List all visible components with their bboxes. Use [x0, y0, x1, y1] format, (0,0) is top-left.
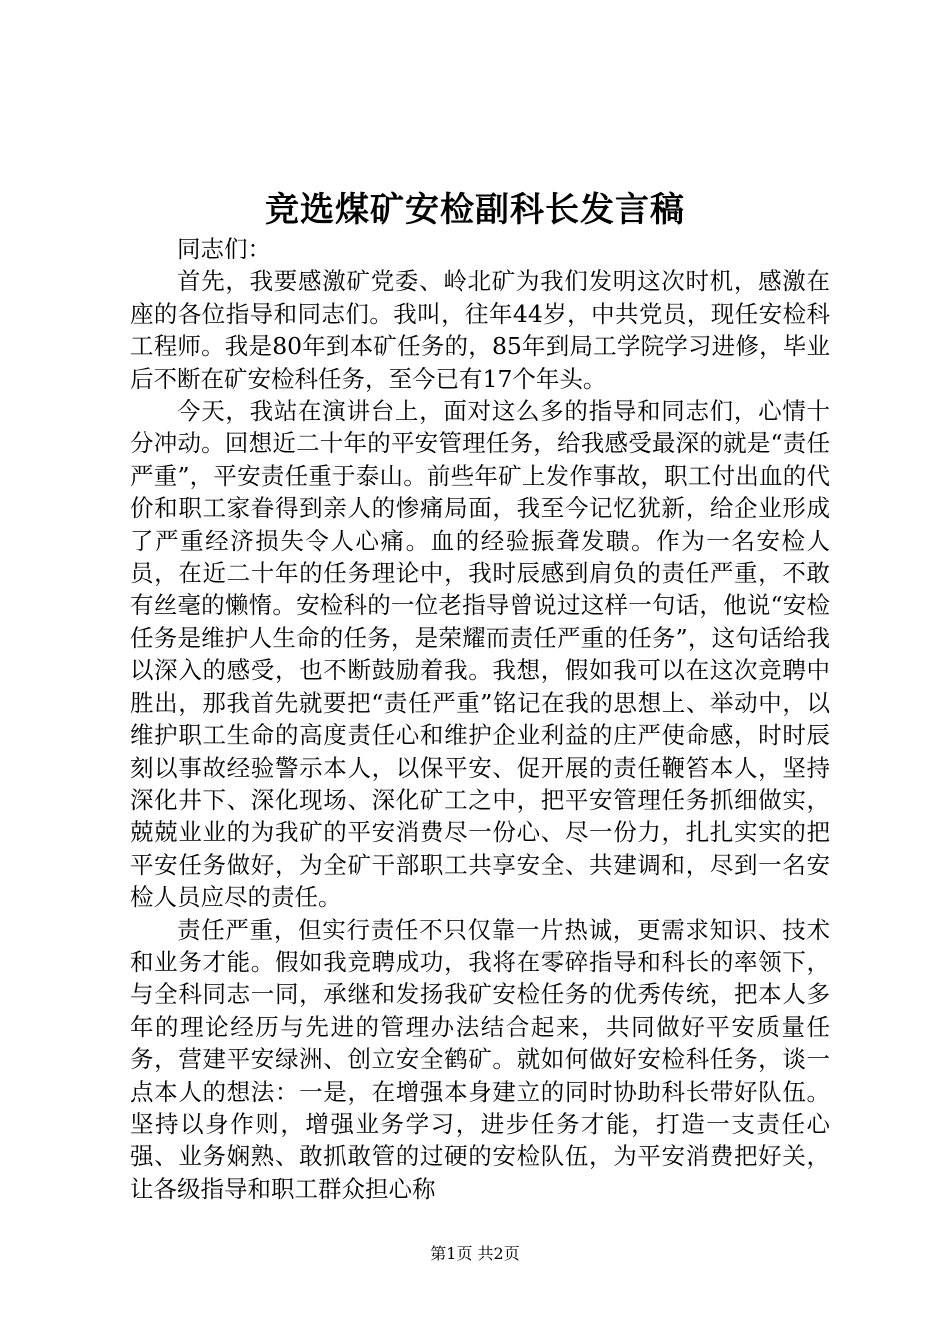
- document-title: 竞选煤矿安检副科长发言稿: [265, 190, 685, 230]
- document-body: [130, 233, 830, 1205]
- paragraph-1: 首先，我要感激矿党委、岭北矿为我们发明这次时机，感激在座的各位指导和同志们。我叫，往年44岁，中共党员，现任安检科工程师。我是80年到本矿任务的，85年到局工学院学习进修，毕业后不断在矿安检科任务，至今已有17个年头。: [130, 267, 830, 393]
- paragraph-2: 今天，我站在演讲台上，面对这么多的指导和同志们，心情十分冲动。回想近二十年的平安管理任务，给我感受最深的就是“责任严重”，平安责任重于泰山。前些年矿上发作事故，职工付出血的代价和职工家眷得到亲人的惨痛局面，我至今记忆犹新，给企业形成了严重经济损失令人心痛。血的经验振聋发聩。作为一名安检人员，在近二十年的任务理论中，我时辰感到肩负的责任严重，不敢有丝毫的懒惰。安检科的一位老指导曾说过这样一句话，他说“安检任务是维护人生命的任务，是荣耀而责任严重的任务”，这句话给我以深入的感受，也不断鼓励着我。我想，假如我可以在这次竞聘中胜出，那我首先就要把“责任严重”铭记在我的思想上、举动中，以维护职工生命的高度责任心和维护企业利益的庄严使命感，时时辰刻以事故经验警示本人，以保平安、促开展的责任鞭笞本人，坚持深化井下、深化现场、深化矿工之中，把平安管理任务抓细做实，兢兢业业的为我矿的平安消费尽一份心、尽一份力，扎扎实实的把平安任务做好，为全矿干部职工共享安全、共建调和，尽到一名安检人员应尽的责任。: [130, 397, 830, 912]
- page-footer: 第1页 共2页: [430, 1244, 520, 1263]
- paragraph-3: 责任严重，但实行责任不只仅靠一片热诚，更需求知识、技术和业务才能。假如我竞聘成功，我将在零碎指导和科长的率领下，与全科同志一同，承继和发扬我矿安检任务的优秀传统，把本人多年的理论经历与先进的管理办法结合起来，共同做好平安质量任务，营建平安绿洲、创立安全鹤矿。就如何做好安检科任务，谈一点本人的想法：一是，在增强本身建立的同时协助科长带好队伍。坚持以身作则，增强业务学习，进步任务才能，打造一支责任心强、业务娴熟、敢抓敢管的过硬的安检队伍，为平安消费把好关，让各级指导和职工群众担心称: [130, 915, 830, 1203]
- salutation: 同志们：: [177, 235, 271, 263]
